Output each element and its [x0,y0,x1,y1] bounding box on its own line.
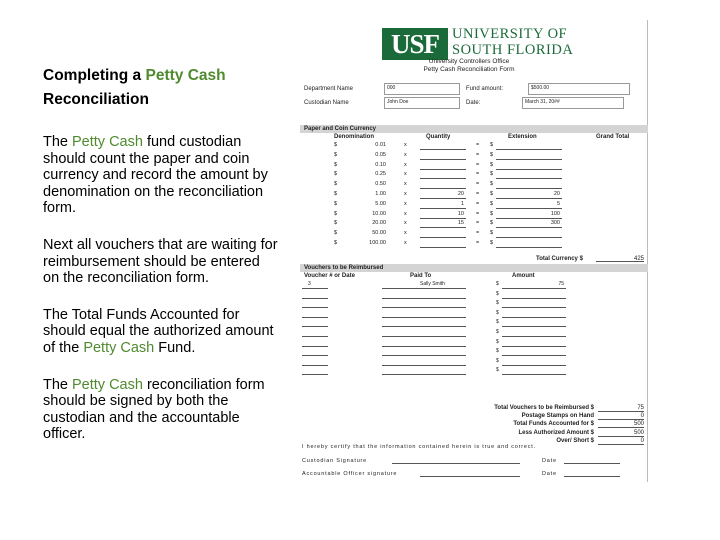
currency-section-bar: Paper and Coin Currency [300,125,648,133]
row-ext-currency: $ [490,230,494,237]
row-ext-currency: $ [490,151,494,158]
p1-suffix: fund custodian should count the paper and coin currency and record the amount by denomination on the reconciliation form. [43,134,268,217]
row-denomination: 0.10 [375,161,386,168]
row-times: x [404,210,407,217]
form-office-heading [394,58,544,74]
amount-line[interactable] [502,358,566,366]
total-value: 500 [633,421,644,428]
extension-line[interactable] [496,240,562,248]
voucher-currency: $ [496,319,499,326]
officer-date-line[interactable] [564,469,620,477]
voucher-currency: $ [496,290,499,297]
row-times: x [404,181,407,188]
col-extension: Extension [508,134,537,140]
col-denomination: Denomination [334,134,374,140]
row-equals: = [476,142,480,148]
row-equals: = [476,240,480,246]
paid-to-line[interactable] [382,339,466,347]
extension-line[interactable] [496,152,562,160]
total-label: Over/ Short $ [556,437,594,444]
officer-sig-label: Accountable Officer signature [302,471,398,477]
amount-line[interactable] [502,339,566,347]
voucher-number-line[interactable] [302,358,328,366]
voucher-row [300,358,648,367]
paid-to-line[interactable] [382,319,466,327]
extension-line[interactable] [496,230,562,238]
quantity-line[interactable] [420,162,466,170]
row-ext-currency: $ [490,181,494,188]
col-quantity: Quantity [426,134,451,140]
voucher-number-line[interactable] [302,329,328,337]
p4-suffix: reconciliation form should be signed by both the custodian and the accountable officer. [43,376,265,443]
row-extension: 100 [550,210,560,217]
row-currency: $ [334,200,338,207]
row-currency: $ [334,161,338,168]
custodian-sig-line[interactable] [392,456,520,464]
office-name: University Controllers Office [428,58,510,65]
extension-line[interactable] [496,171,562,179]
reconciliation-form [300,20,648,482]
row-extension: 300 [550,220,560,227]
slide-text [43,64,279,463]
row-denomination: 0.01 [375,142,386,148]
logo-line-1: UNIVERSITY OF [452,26,568,42]
quantity-line[interactable] [420,181,466,189]
row-denomination: 5.00 [375,200,386,207]
row-currency: $ [334,240,338,246]
custodian-sig-label: Custodian Signature [302,458,368,464]
voucher-number-line[interactable] [302,291,328,299]
col-voucher: Voucher # or Date [304,273,355,279]
row-times: x [404,142,407,148]
row-times: x [404,161,407,168]
denomination-row [300,240,648,250]
row-equals: = [476,181,480,188]
custodian-date-label: Date [542,458,557,464]
voucher-number-line[interactable] [302,310,328,318]
voucher-number-line[interactable] [302,281,328,289]
row-ext-currency: $ [490,161,494,168]
row-ext-currency: $ [490,240,494,246]
quantity-line[interactable] [420,152,466,160]
row-equals: = [476,220,480,227]
row-ext-currency: $ [490,220,494,227]
row-extension: 20 [553,191,560,197]
paid-to-line[interactable] [382,300,466,308]
row-times: x [404,200,407,207]
voucher-currency: $ [496,357,499,364]
voucher-amount: 75 [558,281,564,287]
row-ext-currency: $ [490,171,494,178]
date-label: Date: [466,100,481,106]
p1-highlight: Petty Cash [72,134,143,150]
amount-line[interactable] [502,310,566,318]
row-equals: = [476,200,480,207]
row-times: x [404,230,407,237]
voucher-row [300,300,648,309]
row-denomination: 0.25 [375,171,386,178]
row-ext-currency: $ [490,191,494,197]
amount-line[interactable] [502,367,566,375]
denomination-row [300,181,648,191]
slide-title [43,64,279,112]
amount-line[interactable] [502,348,566,356]
total-label: Less Authorized Amount $ [518,429,594,436]
row-denomination: 10.00 [372,210,386,217]
paid-to-line[interactable] [382,310,466,318]
row-extension: 5 [556,200,560,207]
total-value: 75 [637,405,644,411]
row-denomination: 1.00 [375,191,386,197]
row-denomination: 50.00 [372,230,386,237]
p4-prefix: The [43,376,73,393]
row-currency: $ [334,181,338,188]
dept-label: Department Name [304,86,354,92]
denomination-row [300,211,648,221]
p3-highlight: Petty Cash [83,339,155,356]
total-currency-label: Total Currency $ [536,256,583,262]
denomination-row [300,162,648,172]
row-ext-currency: $ [490,142,494,148]
p1-prefix: The [43,134,73,150]
voucher-row [300,367,648,376]
total-value: 500 [633,429,644,436]
paragraph-1 [43,134,279,217]
paid-to-line[interactable] [382,329,466,337]
row-equals: = [476,161,480,168]
paid-to-line[interactable] [382,348,466,356]
denomination-row [300,230,648,240]
voucher-paid-to: Sally Smith [420,281,446,287]
col-amount: Amount [512,273,535,279]
vouchers-section-bar: Vouchers to be Reimbursed [300,264,648,272]
custodian-field[interactable]: John Doe [384,97,460,109]
voucher-number-line[interactable] [302,348,328,356]
amount-line[interactable] [502,329,566,337]
row-currency: $ [334,220,338,227]
row-equals: = [476,230,480,237]
row-currency: $ [334,210,338,217]
row-ext-currency: $ [490,200,494,207]
row-currency: $ [334,171,338,178]
voucher-row [300,329,648,338]
denomination-row [300,191,648,201]
voucher-currency: $ [496,281,499,287]
row-times: x [404,191,407,197]
voucher-row [300,348,648,357]
voucher-number-line[interactable] [302,339,328,347]
fund-label: Fund amount: [466,86,504,92]
date-field[interactable]: March 31, 20## [522,97,624,109]
denomination-row [300,152,648,162]
quantity-line[interactable] [420,230,466,238]
voucher-row [300,319,648,328]
voucher-number-line[interactable] [302,319,328,327]
p3-suffix: Fund. [154,339,196,356]
voucher-row [300,281,648,290]
voucher-currency: $ [496,300,499,307]
form-edge [647,20,648,482]
row-currency: $ [334,151,338,158]
paragraph-2: Next all vouchers that are waiting for reimbursement should be entered on the reconciliation form. [43,236,278,287]
voucher-currency: $ [496,367,499,374]
paid-to-line[interactable] [382,367,466,375]
denomination-row [300,201,648,211]
col-paid-to: Paid To [410,273,432,279]
paragraph-4 [43,377,279,443]
usf-logo-mark: USF [382,28,448,60]
row-equals: = [476,191,480,197]
custodian-label: Custodian Name [304,100,349,106]
form-name: Petty Cash Reconciliation Form [423,66,515,73]
total-label: Postage Stamps on Hand [521,413,594,420]
voucher-row [300,339,648,348]
quantity-line[interactable] [420,240,466,248]
extension-line[interactable] [496,142,562,150]
officer-date-label: Date [542,471,557,477]
certify-text: I hereby certify that the information contained herein is true and correct. [302,444,536,450]
row-quantity: 1 [460,200,464,207]
row-denomination: 100.00 [369,240,386,246]
row-denomination: 0.05 [375,151,386,158]
total-value: 0 [640,437,644,444]
row-equals: = [476,151,480,158]
row-ext-currency: $ [490,210,494,217]
extension-line[interactable] [496,162,562,170]
total-label: Total Vouchers to be Reimbursed $ [494,405,594,411]
paragraph-3 [43,307,279,357]
custodian-date-line[interactable] [564,456,620,464]
row-denomination: 20.00 [372,220,386,227]
voucher-currency: $ [496,329,499,335]
row-currency: $ [334,191,338,197]
total-currency-value: 425 [634,256,645,262]
denomination-row [300,171,648,181]
title-highlight: Petty Cash [145,67,226,84]
logo-line-2: SOUTH FLORIDA [452,42,574,58]
paid-to-line[interactable] [382,358,466,366]
row-times: x [404,171,407,178]
row-times: x [404,240,407,246]
row-equals: = [476,171,480,178]
p3-prefix: The Total Funds Accounted for should equal the authorized amount of the [43,306,274,356]
row-quantity: 20 [457,191,464,197]
title-suffix: Reconciliation [43,91,149,108]
row-currency: $ [334,142,338,148]
denomination-row [300,220,648,230]
dept-field[interactable]: 000 [384,83,460,95]
total-label: Total Funds Accounted for $ [513,421,594,428]
title-prefix: Completing a [43,67,146,84]
amount-line[interactable] [502,319,566,327]
col-grand-total: Grand Total [596,134,630,140]
officer-sig-line[interactable] [420,469,520,477]
extension-line[interactable] [496,181,562,189]
voucher-number-line[interactable] [302,300,328,308]
voucher-row [300,291,648,300]
row-quantity: 15 [457,220,464,227]
denomination-row [300,142,648,152]
voucher-currency: $ [496,338,499,345]
row-denomination: 0.50 [375,181,386,188]
voucher-currency: $ [496,309,499,316]
amount-line[interactable] [502,300,566,308]
row-equals: = [476,210,480,217]
row-currency: $ [334,230,338,237]
voucher-currency: $ [496,348,499,355]
amount-line[interactable] [502,291,566,299]
p4-highlight: Petty Cash [72,376,143,393]
quantity-line[interactable] [420,142,466,150]
voucher-number-line[interactable] [302,367,328,375]
fund-field[interactable]: $500.00 [528,83,630,95]
row-times: x [404,220,407,227]
voucher-row [300,310,648,319]
paid-to-line[interactable] [382,291,466,299]
row-quantity: 10 [457,210,464,217]
total-value: 0 [640,413,644,420]
row-times: x [404,151,407,158]
quantity-line[interactable] [420,171,466,179]
voucher-number: 3 [308,281,311,287]
